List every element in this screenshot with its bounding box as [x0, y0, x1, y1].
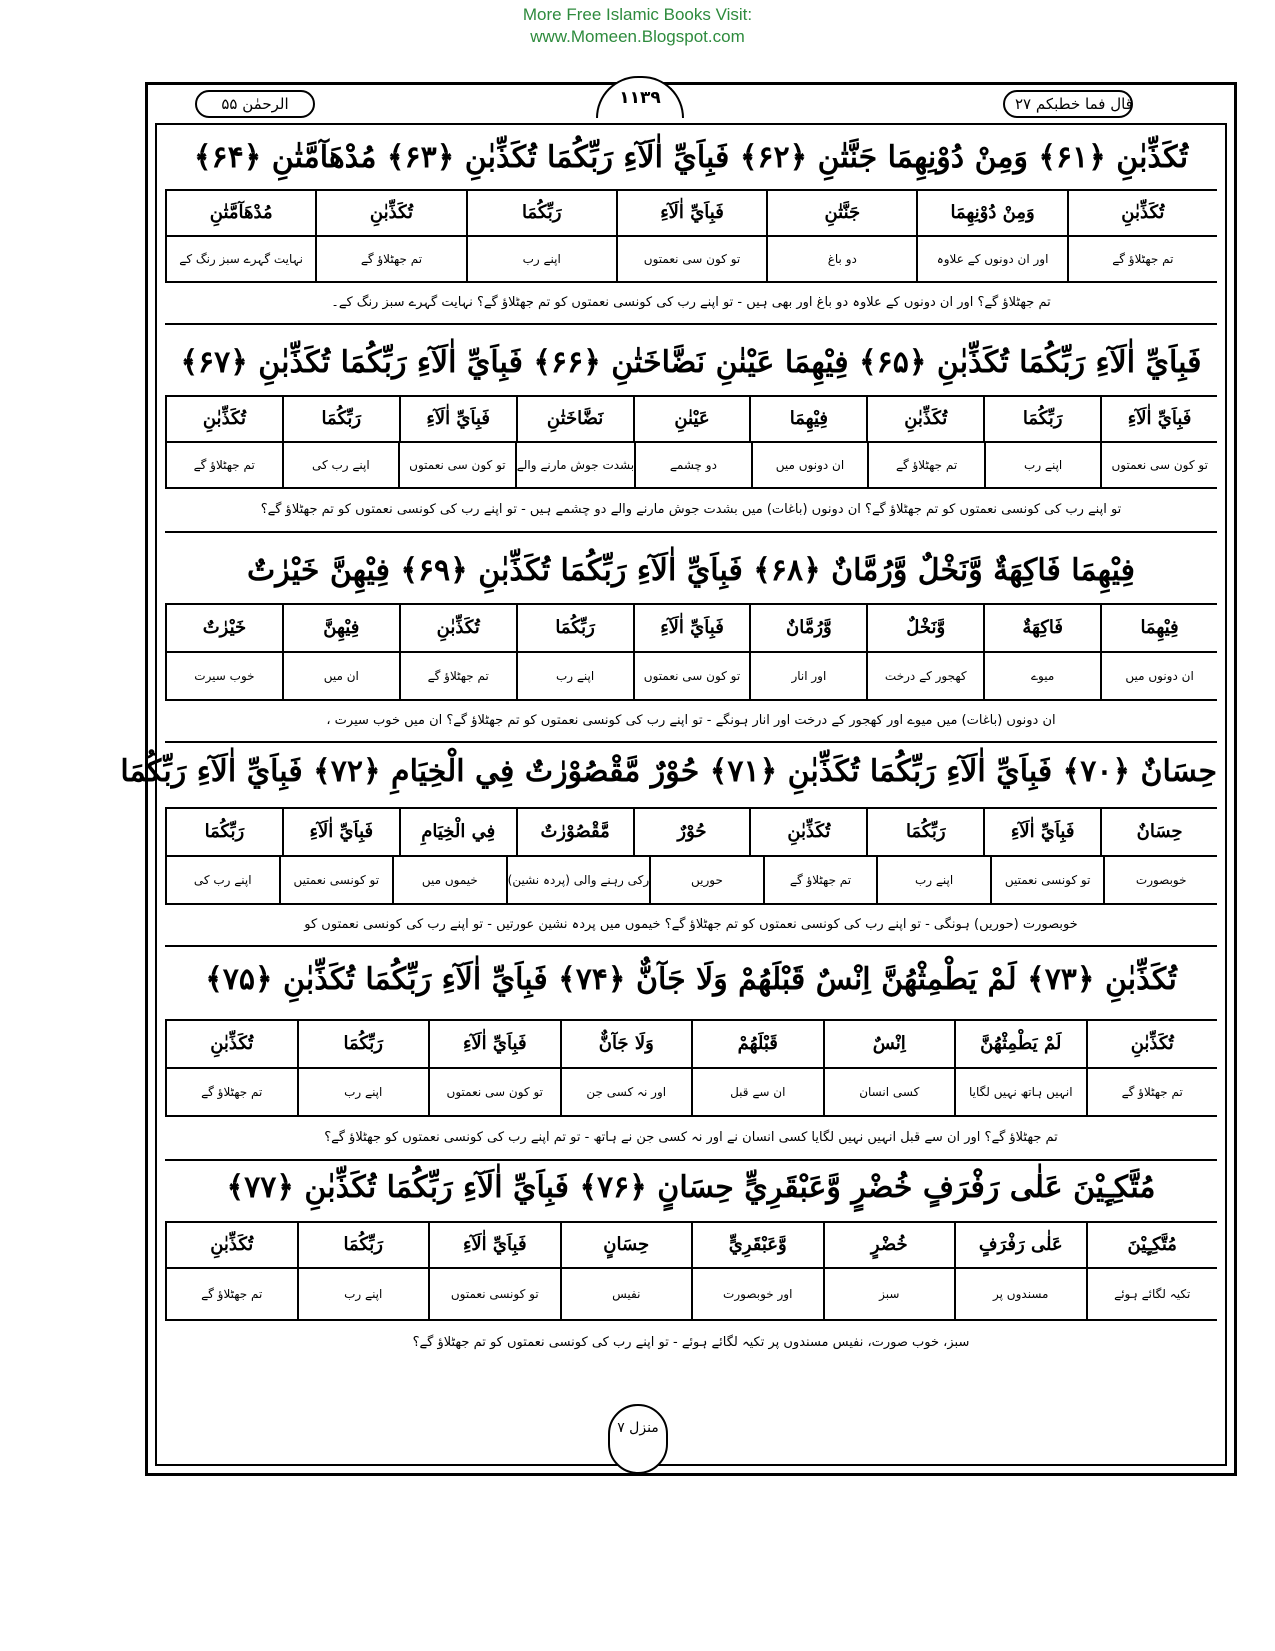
surah-label: الرحمٰن ۵۵ — [195, 90, 315, 118]
verse-block — [165, 539, 1217, 743]
meaning-cell: ان دونوں میں — [1100, 653, 1217, 699]
meaning-cell: اپنے رب — [297, 1069, 429, 1115]
translation-line: تم جھٹلاؤ گے؟ اور ان سے قبل انہیں نہیں لگایا کسی انسان نے اور نہ کسی جن نے ہاتھ - تو تم اپنے رب کی کونسی نعمتوں کو جھٹلاؤ گے؟ — [165, 1117, 1217, 1161]
word-cell: عَلٰى رَفْرَفٍ — [954, 1223, 1086, 1267]
meaning-cell: تم جھٹلاؤ گے — [763, 857, 877, 903]
meaning-row — [165, 443, 1217, 489]
word-cell: رَبِّكُمَا — [297, 1021, 429, 1067]
meaning-cell: تم جھٹلاؤ گے — [1086, 1069, 1218, 1115]
word-cell: فَبِاَيِّ اٰلَآءِ — [428, 1223, 560, 1267]
word-cell: تُكَذِّبٰنِ — [1086, 1021, 1218, 1067]
meaning-cell: کھجور کے درخت — [866, 653, 983, 699]
meaning-cell: اپنے رب کی — [165, 857, 279, 903]
translation-line: تم جھٹلاؤ گے؟ اور ان دونوں کے علاوہ دو باغ اور بھی ہیں - تو اپنے رب کی کونسی نعمتوں کو تم جھٹلاؤ گے؟ نہایت گہرے سبز رنگ کے۔ — [165, 283, 1217, 325]
word-cell: حِسَانٍ — [560, 1223, 692, 1267]
page-number: ۱۱۳۹ — [596, 76, 684, 118]
word-cell: فَبِاَيِّ اٰلَآءِ — [983, 809, 1100, 855]
meaning-cell: تم جھٹلاؤ گے — [165, 1269, 297, 1319]
meaning-cell: ان دونوں میں — [751, 443, 868, 487]
word-cell: جَنَّتٰنِ — [766, 191, 916, 235]
meaning-cell: کسی انسان — [823, 1069, 955, 1115]
meaning-cell: اپنے رب — [516, 653, 633, 699]
meaning-cell: تم جھٹلاؤ گے — [1067, 237, 1217, 281]
word-cell: تُكَذِّبٰنِ — [165, 397, 282, 441]
meaning-cell: اپنے رب — [984, 443, 1101, 487]
verse-line: تُكَذِّبٰنِ ﴿۶۱﴾ وَمِنْ دُوْنِهِمَا جَنَّتٰنِ ﴿۶۲﴾ فَبِاَيِّ اٰلَآءِ رَبِّكُمَا تُكَذِّبٰنِ ﴿۶۳﴾ مُدْهَآمَّتٰنِ ﴿۶۴﴾ — [165, 127, 1217, 191]
verse-line: حِسَانٌ ﴿۷۰﴾ فَبِاَيِّ اٰلَآءِ رَبِّكُمَا تُكَذِّبٰنِ ﴿۷۱﴾ حُوْرٌ مَّقْصُوْرٰتٌ فِي الْخِيَامِ ﴿۷۲﴾ فَبِاَيِّ اٰلَآءِ رَبِّكُمَا — [165, 737, 1217, 809]
word-cell: رَبِّكُمَا — [983, 397, 1100, 441]
meaning-cell: خیموں میں — [392, 857, 506, 903]
word-cell: فَبِاَيِّ اٰلَآءِ — [428, 1021, 560, 1067]
meaning-row — [165, 237, 1217, 283]
meaning-cell: تم جھٹلاؤ گے — [315, 237, 465, 281]
word-cell: تُكَذِّبٰنِ — [749, 809, 866, 855]
verse-block — [120, 737, 1217, 947]
meaning-cell: بشدت جوش مارنے والے — [515, 443, 634, 487]
word-cell: مُدْهَآمَّتٰنِ — [165, 191, 315, 235]
meaning-row — [165, 857, 1217, 905]
meaning-cell: اپنے رب کی — [282, 443, 399, 487]
meaning-cell: حوریں — [649, 857, 763, 903]
verse-block — [165, 127, 1217, 325]
meaning-cell: ان میں — [282, 653, 399, 699]
meaning-cell: اور نہ کسی جن — [560, 1069, 692, 1115]
word-cell: رَبِّكُمَا — [516, 605, 633, 651]
translation-line: ان دونوں (باغات) میں میوے اور کھجور کے درخت اور انار ہونگے - تو اپنے رب کی کونسی نعمتوں کو تم جھٹلاؤ گے؟ ان میں خوب سیرت ، — [165, 701, 1217, 743]
word-cell: خَيْرٰتٌ — [165, 605, 282, 651]
word-cell: فَبِاَيِّ اٰلَآءِ — [633, 605, 750, 651]
meaning-cell: اپنے رب — [297, 1269, 429, 1319]
word-row — [165, 191, 1217, 237]
word-cell: تُكَذِّبٰنِ — [399, 605, 516, 651]
meaning-row — [165, 1269, 1217, 1321]
verse-block — [165, 1155, 1217, 1365]
meaning-cell: تو کونسی نعمتوں — [428, 1269, 560, 1319]
word-cell: حُوْرٌ — [633, 809, 750, 855]
word-cell: قَبْلَهُمْ — [691, 1021, 823, 1067]
word-cell: وَمِنْ دُوْنِهِمَا — [916, 191, 1066, 235]
meaning-cell: تو کون سی نعمتوں — [428, 1069, 560, 1115]
verse-block — [165, 941, 1217, 1161]
meaning-cell: رکی رہنے والی (پردہ نشین) — [506, 857, 650, 903]
word-cell: تُكَذِّبٰنِ — [1067, 191, 1217, 235]
word-row — [165, 809, 1217, 857]
word-cell: وَّنَخْلٌ — [866, 605, 983, 651]
meaning-row — [165, 1069, 1217, 1117]
meaning-cell: دو باغ — [766, 237, 916, 281]
word-cell: فِيْهِمَا — [749, 397, 866, 441]
word-cell: رَبِّكُمَا — [297, 1223, 429, 1267]
translation-line: تو اپنے رب کی کونسی نعمتوں کو تم جھٹلاؤ گے؟ ان دونوں (باغات) میں بشدت جوش مارنے والے دو چشمے ہیں - تو اپنے رب کی کونسی نعمتوں کو تم جھٹلاؤ گے؟ — [165, 489, 1217, 533]
word-cell: رَبِّكُمَا — [866, 809, 983, 855]
verse-block — [165, 331, 1217, 533]
meaning-cell: تم جھٹلاؤ گے — [867, 443, 984, 487]
word-cell: فِيْهِنَّ — [282, 605, 399, 651]
meaning-cell: تم جھٹلاؤ گے — [165, 1069, 297, 1115]
meaning-cell: تو کون سی نعمتوں — [1100, 443, 1217, 487]
word-cell: خُضْرٍ — [823, 1223, 955, 1267]
meaning-cell: نفیس — [560, 1269, 692, 1319]
meaning-cell: تم جھٹلاؤ گے — [165, 443, 282, 487]
meaning-cell: انہیں ہاتھ نہیں لگایا — [954, 1069, 1086, 1115]
meaning-cell: تم جھٹلاؤ گے — [399, 653, 516, 699]
meaning-row — [165, 653, 1217, 701]
meaning-cell: اپنے رب — [876, 857, 990, 903]
word-cell: فَبِاَيِّ اٰلَآءِ — [399, 397, 516, 441]
meaning-cell: میوے — [983, 653, 1100, 699]
word-cell: فَاكِهَةٌ — [983, 605, 1100, 651]
word-cell: مُتَّكِـِٕيْنَ — [1086, 1223, 1218, 1267]
verse-line: فَبِاَيِّ اٰلَآءِ رَبِّكُمَا تُكَذِّبٰنِ ﴿۶۵﴾ فِيْهِمَا عَيْنٰنِ نَضَّاخَتٰنِ ﴿۶۶﴾ فَبِاَيِّ اٰلَآءِ رَبِّكُمَا تُكَذِّبٰنِ ﴿۶۷﴾ — [165, 331, 1217, 397]
translation-line: خوبصورت (حوریں) ہونگی - تو اپنے رب کی کونسی نعمتوں کو تم جھٹلاؤ گے؟ خیموں میں پردہ نشین عورتیں - تو اپنے رب کی کونسی نعمتوں کو — [165, 905, 1217, 947]
word-cell: فَبِاَيِّ اٰلَآءِ — [1100, 397, 1217, 441]
meaning-cell: ان سے قبل — [691, 1069, 823, 1115]
meaning-cell: اور انار — [749, 653, 866, 699]
word-cell: رَبِّكُمَا — [466, 191, 616, 235]
word-cell: نَضَّاخَتٰنِ — [516, 397, 633, 441]
word-row — [165, 397, 1217, 443]
word-row — [165, 605, 1217, 653]
word-cell: تُكَذِّبٰنِ — [165, 1021, 297, 1067]
meaning-cell: اپنے رب — [466, 237, 616, 281]
verse-line: مُتَّكِـِٕيْنَ عَلٰى رَفْرَفٍ خُضْرٍ وَّعَبْقَرِيٍّ حِسَانٍ ﴿۷۶﴾ فَبِاَيِّ اٰلَآءِ رَبِّكُمَا تُكَذِّبٰنِ ﴿۷۷﴾ — [165, 1155, 1217, 1223]
meaning-cell: تکیہ لگائے ہوئے — [1086, 1269, 1218, 1319]
meaning-cell: سبز — [823, 1269, 955, 1319]
word-cell: تُكَذِّبٰنِ — [866, 397, 983, 441]
manzil-marker: منزل ۷ — [608, 1404, 668, 1474]
word-cell: وَّرُمَّانٌ — [749, 605, 866, 651]
translation-line: سبز، خوب صورت، نفیس مسندوں پر تکیہ لگائے ہوئے - تو اپنے رب کی کونسی نعمتوں کو تم جھٹلاؤ گے؟ — [412, 1335, 970, 1350]
word-cell: فَبِاَيِّ اٰلَآءِ — [282, 809, 399, 855]
word-cell: لَمْ يَطْمِثْهُنَّ — [954, 1021, 1086, 1067]
word-cell: وَلَا جَآنٌّ — [560, 1021, 692, 1067]
word-cell: مَّقْصُوْرٰتٌ — [516, 809, 633, 855]
verse-line: تُكَذِّبٰنِ ﴿۷۳﴾ لَمْ يَطْمِثْهُنَّ اِنْسٌ قَبْلَهُمْ وَلَا جَآنٌّ ﴿۷۴﴾ فَبِاَيِّ اٰلَآءِ رَبِّكُمَا تُكَذِّبٰنِ ﴿۷۵﴾ — [165, 941, 1217, 1021]
verse-line: فِيْهِمَا فَاكِهَةٌ وَّنَخْلٌ وَّرُمَّانٌ ﴿۶۸﴾ فَبِاَيِّ اٰلَآءِ رَبِّكُمَا تُكَذِّبٰنِ ﴿۶۹﴾ فِيْهِنَّ خَيْرٰتٌ — [165, 539, 1217, 605]
word-cell: فَبِاَيِّ اٰلَآءِ — [616, 191, 766, 235]
word-cell: تُكَذِّبٰنِ — [315, 191, 465, 235]
word-cell: اِنْسٌ — [823, 1021, 955, 1067]
promo-line-1: More Free Islamic Books Visit: — [522, 5, 753, 24]
word-cell: تُكَذِّبٰنِ — [165, 1223, 297, 1267]
meaning-cell: تو کون سی نعمتوں — [633, 653, 750, 699]
meaning-cell: اور ان دونوں کے علاوہ — [916, 237, 1066, 281]
meaning-cell: خوب سیرت — [165, 653, 282, 699]
word-cell: فِيْهِمَا — [1100, 605, 1217, 651]
meaning-cell: خوبصورت — [1103, 857, 1217, 903]
word-cell: عَيْنٰنِ — [633, 397, 750, 441]
meaning-cell: دو چشمے — [634, 443, 751, 487]
promo-banner — [0, 4, 1275, 48]
meaning-cell: مسندوں پر — [954, 1269, 1086, 1319]
promo-link[interactable]: www.Momeen.Blogspot.com — [530, 27, 745, 46]
meaning-cell: اور خوبصورت — [691, 1269, 823, 1319]
meaning-cell: تو کون سی نعمتوں — [398, 443, 515, 487]
meaning-cell: تو کونسی نعمتیں — [279, 857, 393, 903]
meaning-cell: نہایت گہرے سبز رنگ کے — [165, 237, 315, 281]
meaning-cell: تو کون سی نعمتوں — [616, 237, 766, 281]
word-cell: رَبِّكُمَا — [282, 397, 399, 441]
word-cell: حِسَانٌ — [1100, 809, 1217, 855]
word-cell: فِي الْخِيَامِ — [399, 809, 516, 855]
meaning-cell: تو کونسی نعمتیں — [990, 857, 1104, 903]
word-row — [165, 1223, 1217, 1269]
word-cell: وَّعَبْقَرِيٍّ — [691, 1223, 823, 1267]
word-row — [165, 1021, 1217, 1069]
para-label: قال فما خطبکم ۲۷ — [1003, 90, 1133, 118]
word-cell: رَبِّكُمَا — [165, 809, 282, 855]
